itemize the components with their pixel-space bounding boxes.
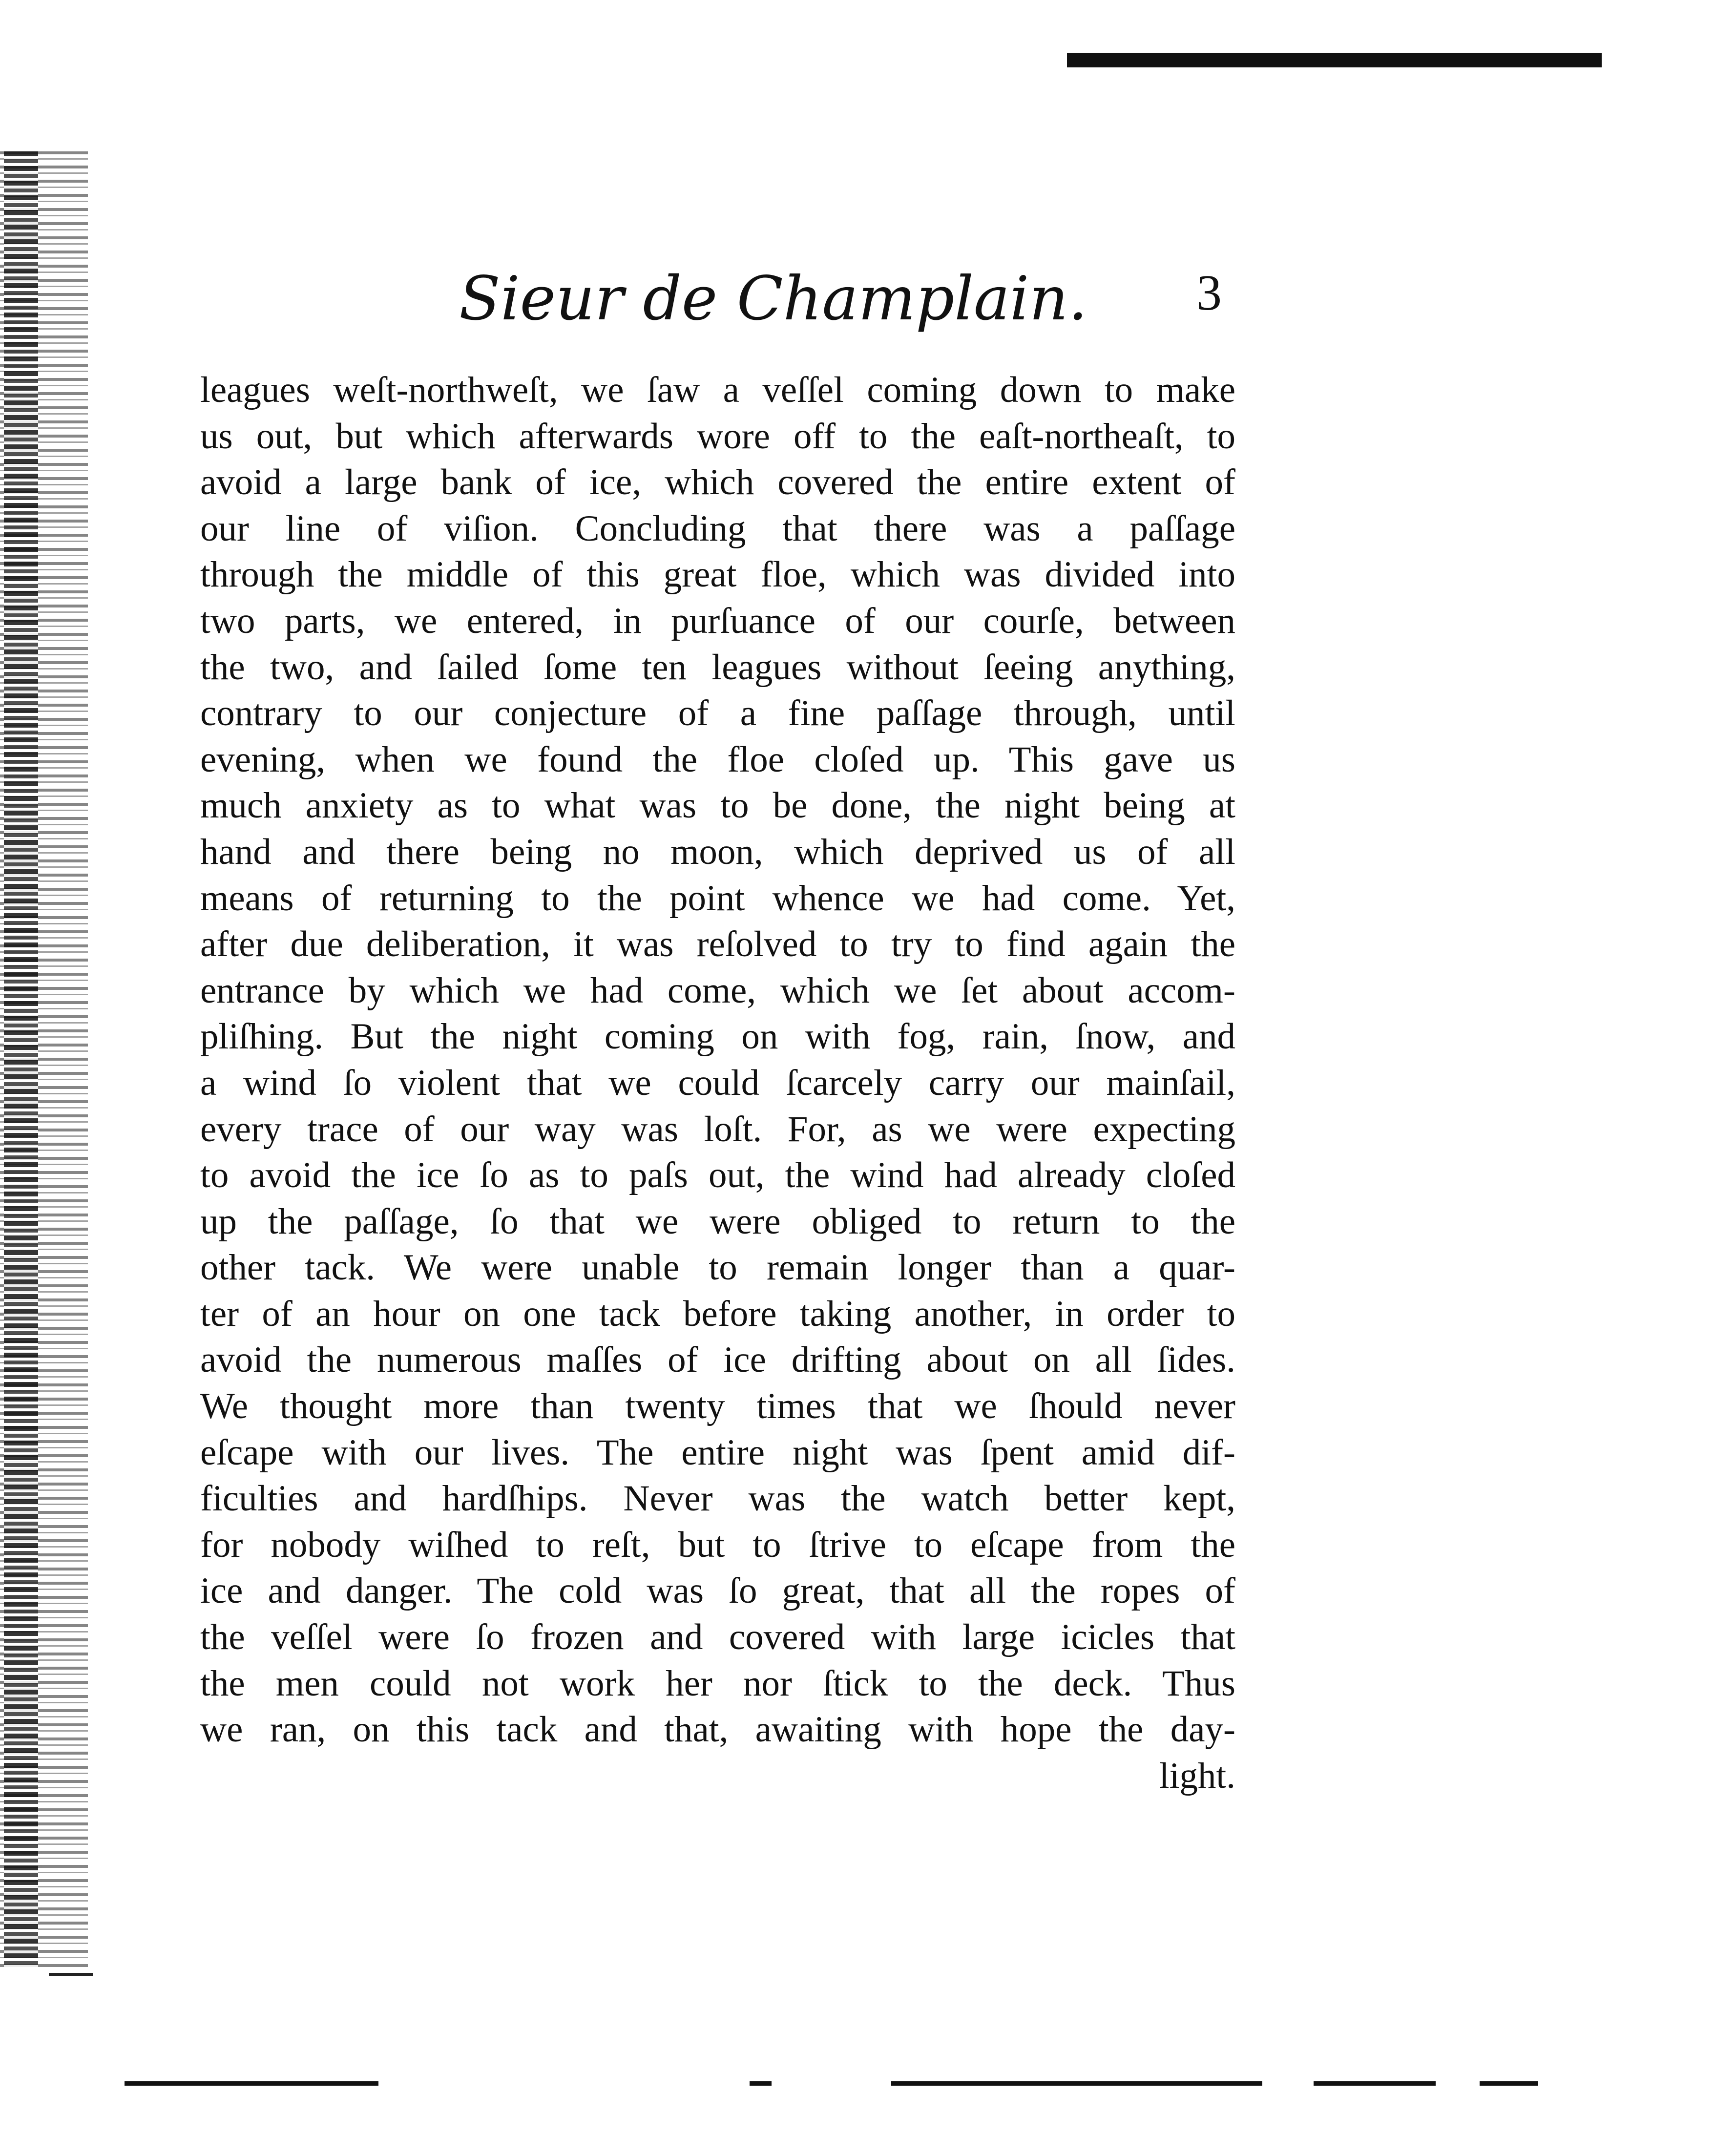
scan-bottom-dash [1480,2081,1538,2086]
text-line: light. [1159,1755,1235,1796]
body-text [200,367,1235,1799]
text-line: after due deliberation, it was reſolved to try to find again the [200,924,1235,965]
text-line: up the paſſage, ſo that we were obliged to return to the [200,1201,1235,1242]
scan-bottom-dash [125,2081,378,2086]
text-line: for nobody wiſhed to reſt, but to ſtrive to eſcape from the [200,1524,1235,1565]
text-line: contrary to our conjecture of a fine paſſage through, until [200,693,1235,734]
text-line: we ran, on this tack and that, awaiting with hope the day- [200,1709,1235,1750]
text-line: ice and danger. The cold was ſo great, that all the ropes of [200,1570,1235,1612]
text-line: much anxiety as to what was to be done, the night being at [200,785,1235,826]
scan-binding-shadow [4,151,38,1968]
text-line: the veſſel were ſo frozen and covered with large icicles that [200,1617,1235,1658]
text-line: entrance by which we had come, which we ſet about accom- [200,970,1235,1011]
text-line: two parts, we entered, in purſuance of our courſe, between [200,600,1235,641]
text-line: a wind ſo violent that we could ſcarcely carry our mainſail, [200,1062,1235,1103]
scan-mark [49,1973,93,1976]
text-line: means of returning to the point whence we had come. Yet, [200,878,1235,919]
text-line: leagues weſt-northweſt, we ſaw a veſſel coming down to make [200,370,1235,410]
text-line: through the middle of this great floe, which was divided into [200,554,1235,595]
scan-bottom-dash [891,2081,1262,2086]
scan-bottom-dash [750,2081,772,2086]
scan-edge-bar [1067,53,1602,67]
text-line: avoid a large bank of ice, which covered the entire extent of [200,462,1235,503]
text-line: other tack. We were unable to remain longer than a quar- [200,1247,1235,1288]
running-head [195,264,1250,342]
text-line: hand and there being no moon, which deprived us of all [200,831,1235,872]
running-title: Sieur de Champlain. [459,264,1087,334]
text-line: us out, but which afterwards wore off to the eaſt-northeaſt, to [200,416,1235,457]
text-line: our line of viſion. Concluding that there was a paſſage [200,508,1235,549]
text-line: pliſhing. But the night coming on with fog, rain, ſnow, and [200,1016,1235,1057]
page-number: 3 [1196,265,1222,321]
scan-bottom-dash [1314,2081,1436,2086]
text-line: the two, and ſailed ſome ten leagues without ſeeing anything, [200,647,1235,688]
text-line: We thought more than twenty times that we ſhould never [200,1386,1235,1427]
text-line: every trace of our way was loſt. For, as we were expecting [200,1109,1235,1150]
text-line: avoid the numerous maſſes of ice drifting about on all ſides. [200,1340,1235,1381]
text-line: evening, when we found the floe cloſed up. This gave us [200,739,1235,780]
text-line: ficulties and hardſhips. Never was the watch better kept, [200,1478,1235,1519]
text-line: ter of an hour on one tack before taking another, in order to [200,1293,1235,1334]
text-line: the men could not work her nor ſtick to the deck. Thus [200,1663,1235,1704]
text-line: to avoid the ice ſo as to paſs out, the wind had already cloſed [200,1155,1235,1196]
text-line: eſcape with our lives. The entire night was ſpent amid dif- [200,1432,1235,1473]
